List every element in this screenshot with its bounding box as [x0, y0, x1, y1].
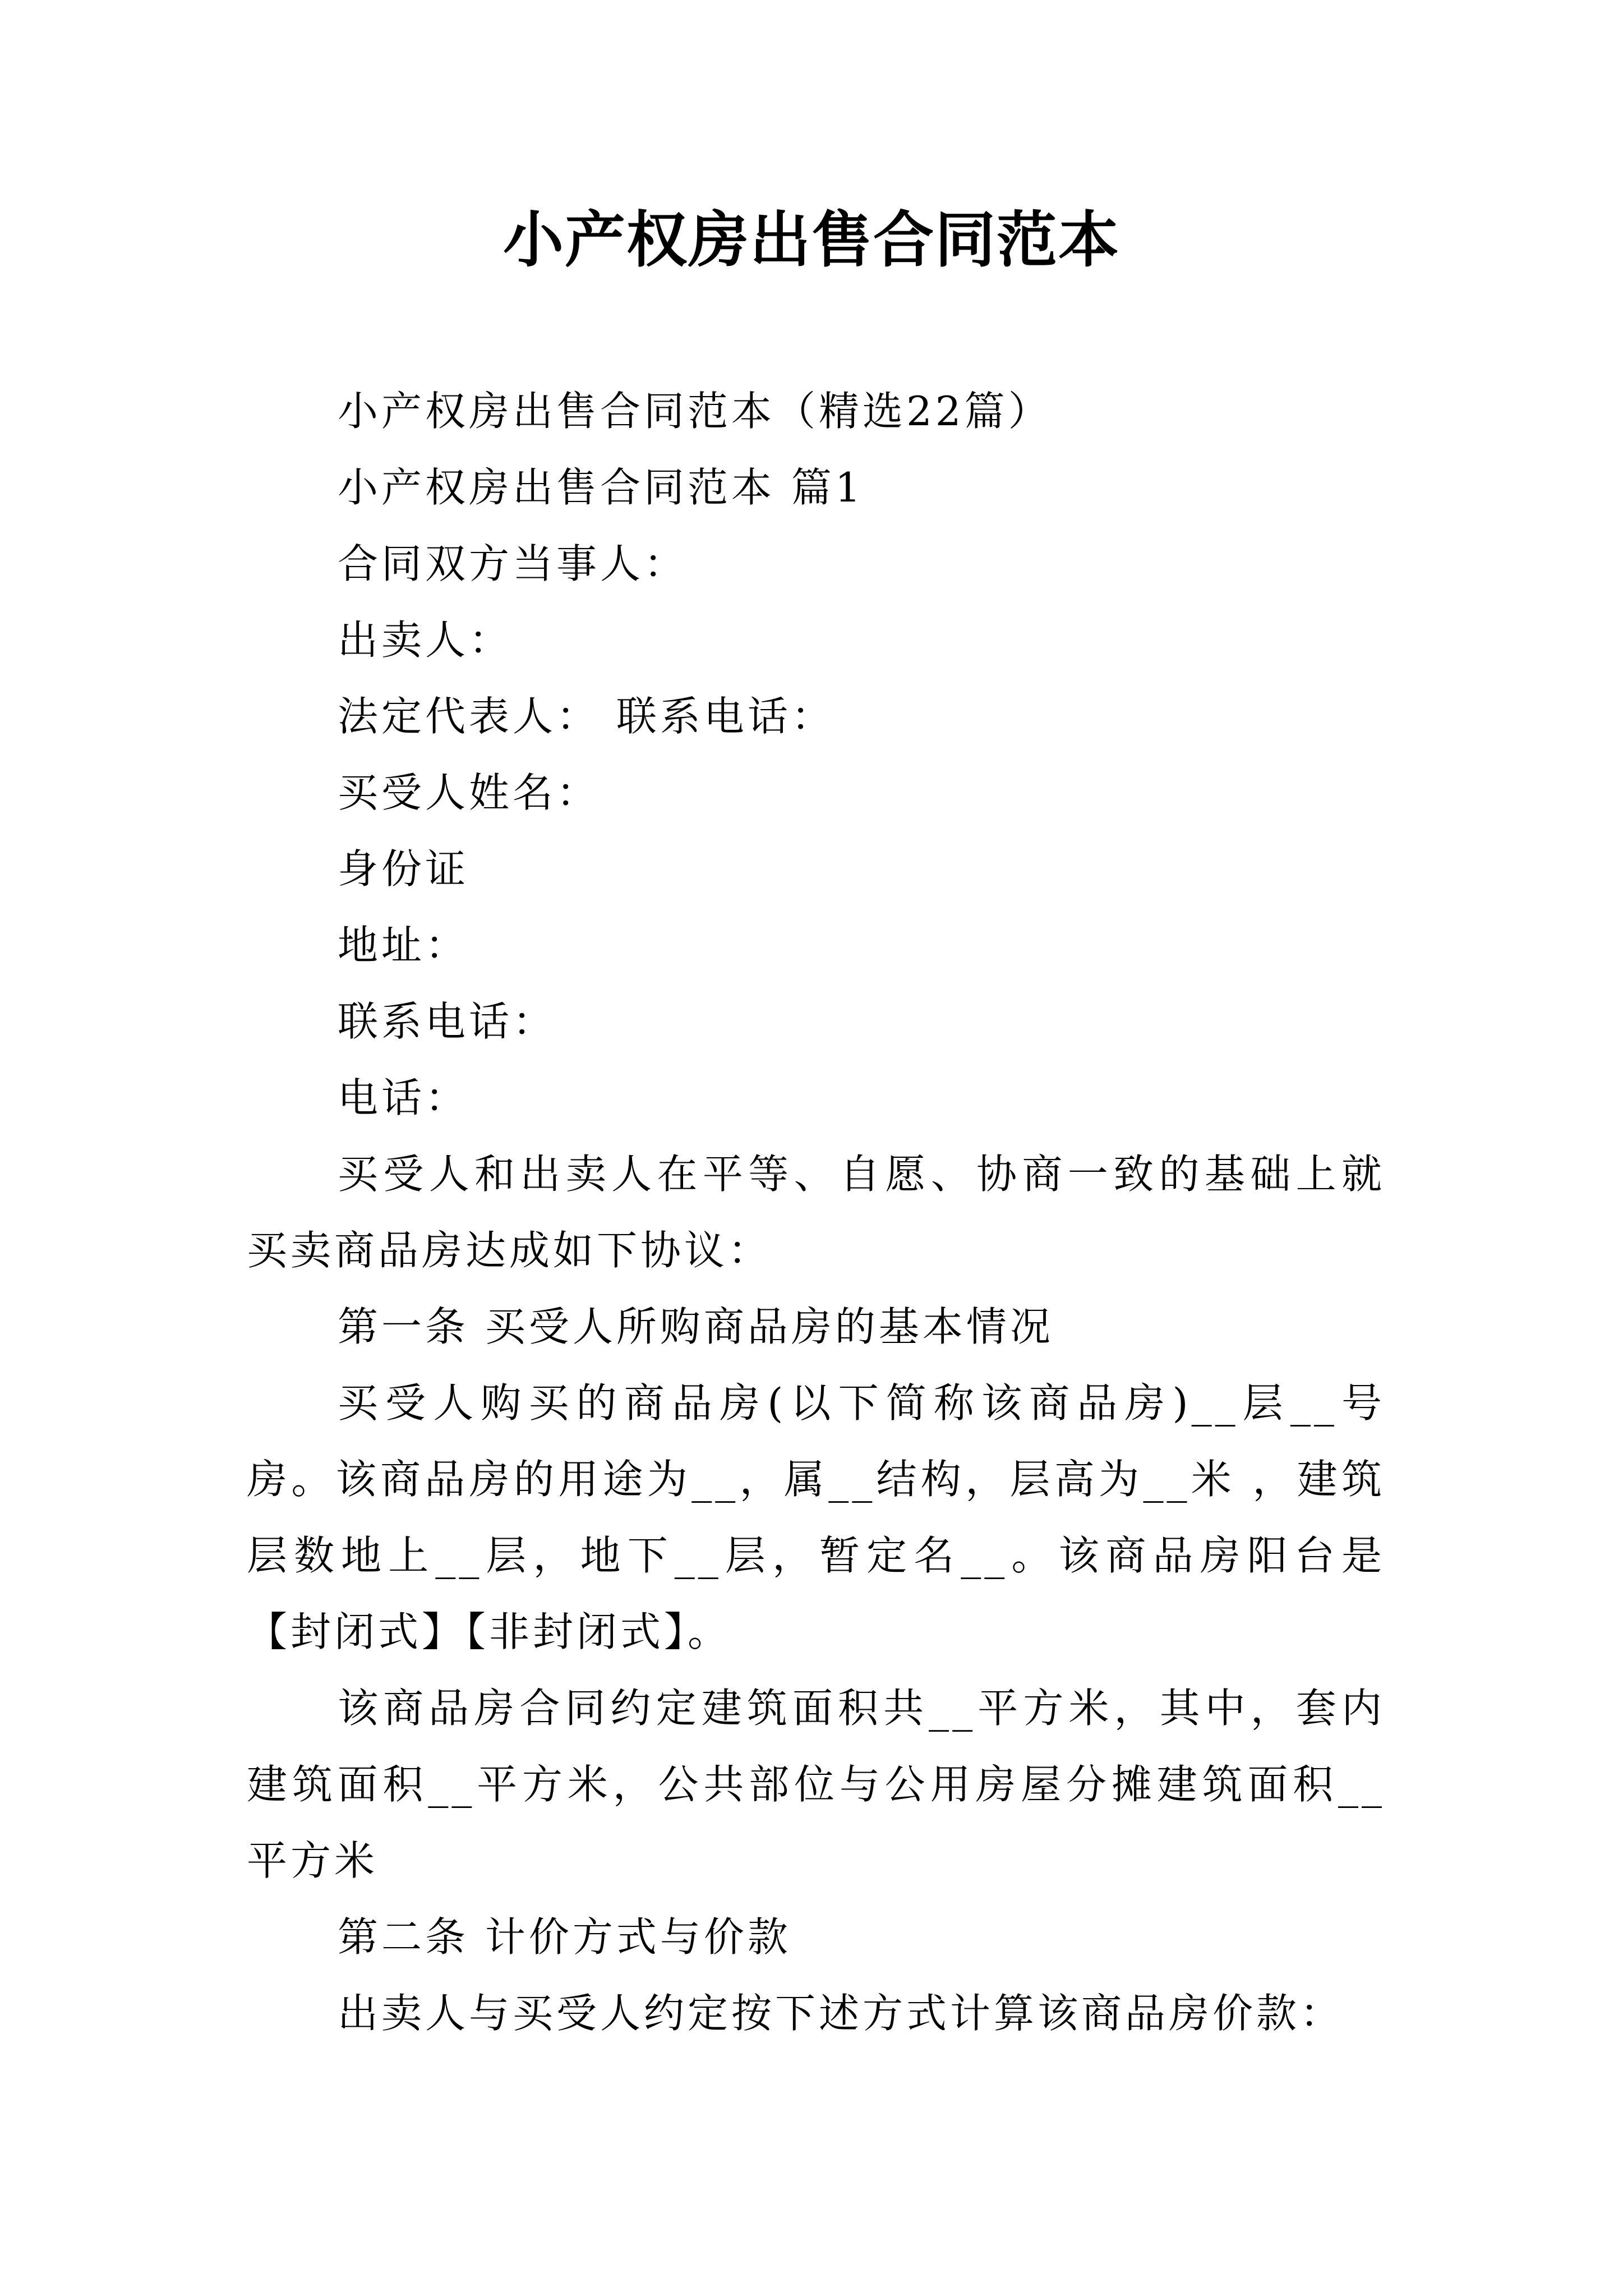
- article-1-area-paragraph: 该商品房合同约定建筑面积共__平方米，其中，套内建筑面积__平方米，公共部位与公用房屋分摊建筑面积__平方米: [247, 1685, 1385, 1884]
- buyer-name-field: 买受人姓名：: [338, 769, 601, 816]
- parties-heading: 合同双方当事人：: [338, 540, 688, 587]
- address-field: 地址：: [338, 922, 469, 969]
- legal-representative-field: 法定代表人： 联系电话：: [338, 693, 835, 740]
- document-title: 小产权房出售合同范本: [502, 205, 1120, 275]
- agreement-intro-paragraph: 买受人和出卖人在平等、自愿、协商一致的基础上就买卖商品房达成如下协议：: [247, 1151, 1385, 1274]
- article-2-heading: 第二条 计价方式与价款: [338, 1913, 791, 1961]
- article-2-pricing-paragraph: 出卖人与买受人约定按下述方式计算该商品房价款：: [338, 1990, 1344, 2037]
- seller-field: 出卖人：: [338, 616, 513, 664]
- phone-field: 电话：: [338, 1074, 469, 1121]
- article-1-property-paragraph: 买受人购买的商品房(以下简称该商品房)__层__号房。该商品房的用途为__，属__结构，层高为__米 ，建筑层数地上__层，地下__层，暂定名__。该商品房阳台是【封闭式】【非封闭式】。: [247, 1379, 1385, 1655]
- id-card-field: 身份证: [338, 845, 469, 892]
- document-body: [247, 373, 1385, 2051]
- article-1-heading: 第一条 买受人所购商品房的基本情况: [338, 1303, 1054, 1350]
- section-heading: 小产权房出售合同范本 篇1: [338, 464, 864, 511]
- contact-phone-field: 联系电话：: [338, 998, 557, 1045]
- subtitle-line: 小产权房出售合同范本（精选22篇）: [338, 388, 1052, 435]
